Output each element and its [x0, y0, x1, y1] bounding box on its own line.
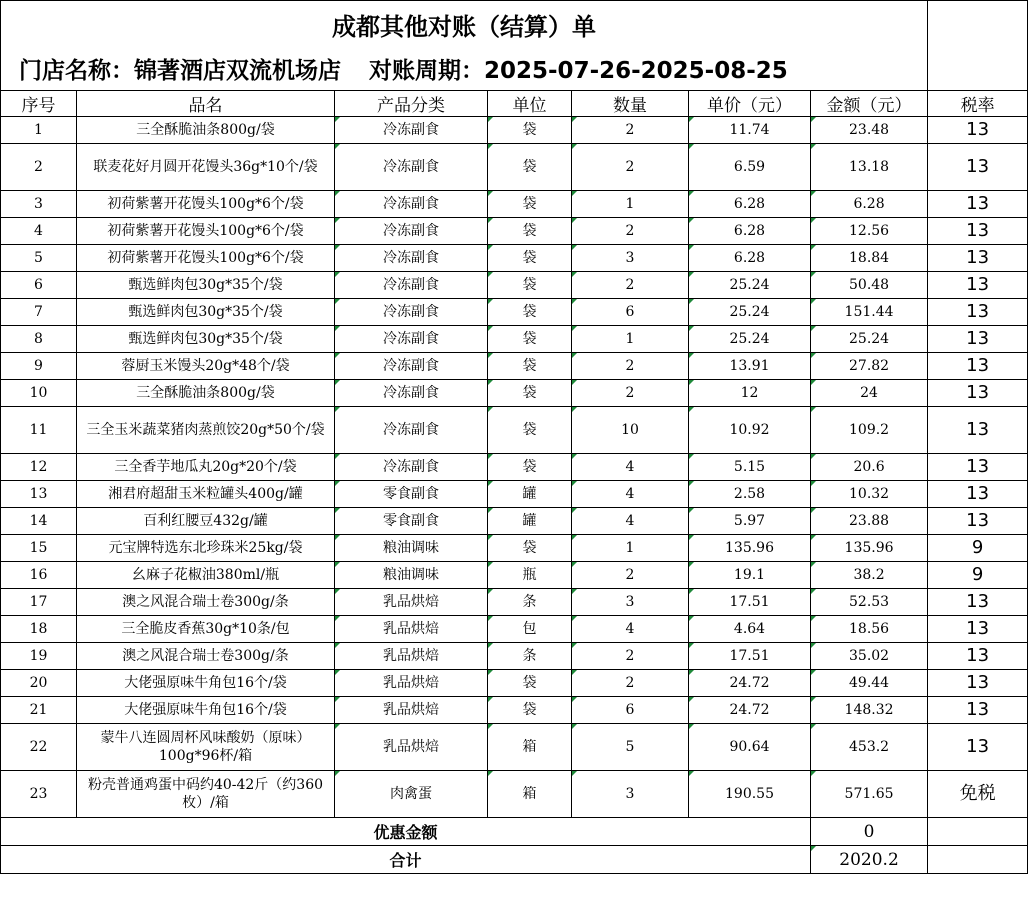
- row-name: 三全脆皮香蕉30g*10条/包: [77, 616, 335, 643]
- row-price: 6.28: [689, 218, 811, 245]
- total-value: 2020.2: [811, 846, 928, 874]
- row-no: 15: [1, 535, 77, 562]
- row-tax: 13: [928, 454, 1028, 481]
- row-price: 6.28: [689, 245, 811, 272]
- row-tax: 13: [928, 697, 1028, 724]
- row-price: 25.24: [689, 326, 811, 353]
- row-no: 7: [1, 299, 77, 326]
- document-title: 成都其他对账（结算）单: [1, 1, 928, 48]
- row-name: 甄选鲜肉包30g*35个/袋: [77, 299, 335, 326]
- table-row: [1, 481, 1028, 508]
- row-no: 21: [1, 697, 77, 724]
- row-price: 19.1: [689, 562, 811, 589]
- row-no: 11: [1, 407, 77, 454]
- row-name: 元宝牌特选东北珍珠米25kg/袋: [77, 535, 335, 562]
- row-unit: 袋: [488, 353, 572, 380]
- row-amount: 6.28: [811, 191, 928, 218]
- row-qty: 3: [572, 245, 689, 272]
- total-blank-cell: [928, 846, 1028, 874]
- row-no: 22: [1, 724, 77, 771]
- row-category: 冷冻副食: [335, 299, 488, 326]
- row-no: 19: [1, 643, 77, 670]
- row-qty: 2: [572, 643, 689, 670]
- row-category: 粮油调味: [335, 535, 488, 562]
- row-no: 13: [1, 481, 77, 508]
- table-row: [1, 407, 1028, 454]
- row-name: 三全玉米蔬菜猪肉蒸煎饺20g*50个/袋: [77, 407, 335, 454]
- row-no: 1: [1, 117, 77, 144]
- table-row: [1, 326, 1028, 353]
- row-price: 2.58: [689, 481, 811, 508]
- row-category: 冷冻副食: [335, 245, 488, 272]
- row-unit: 袋: [488, 697, 572, 724]
- row-price: 6.59: [689, 144, 811, 191]
- row-price: 135.96: [689, 535, 811, 562]
- row-name: 大佬强原味牛角包16个/袋: [77, 670, 335, 697]
- row-price: 17.51: [689, 589, 811, 616]
- row-tax: 13: [928, 643, 1028, 670]
- row-no: 20: [1, 670, 77, 697]
- row-unit: 条: [488, 643, 572, 670]
- row-category: 乳品烘焙: [335, 589, 488, 616]
- row-price: 90.64: [689, 724, 811, 771]
- header-blank-cell: [928, 1, 1028, 48]
- row-no: 18: [1, 616, 77, 643]
- column-header-row: [1, 91, 1028, 117]
- row-price: 6.28: [689, 191, 811, 218]
- row-amount: 571.65: [811, 771, 928, 818]
- row-price: 25.24: [689, 272, 811, 299]
- row-amount: 109.2: [811, 407, 928, 454]
- row-no: 9: [1, 353, 77, 380]
- row-price: 5.97: [689, 508, 811, 535]
- row-price: 12: [689, 380, 811, 407]
- discount-row: [1, 818, 1028, 846]
- col-header-price: 单价（元）: [689, 91, 811, 117]
- row-category: 冷冻副食: [335, 326, 488, 353]
- row-qty: 2: [572, 670, 689, 697]
- row-unit: 袋: [488, 326, 572, 353]
- row-price: 10.92: [689, 407, 811, 454]
- col-header-tax: 税率: [928, 91, 1028, 117]
- row-unit: 瓶: [488, 562, 572, 589]
- row-unit: 袋: [488, 670, 572, 697]
- row-unit: 条: [488, 589, 572, 616]
- row-unit: 袋: [488, 117, 572, 144]
- row-price: 24.72: [689, 697, 811, 724]
- table-row: [1, 771, 1028, 818]
- row-tax: 13: [928, 191, 1028, 218]
- row-qty: 2: [572, 144, 689, 191]
- row-category: 乳品烘焙: [335, 643, 488, 670]
- row-qty: 3: [572, 771, 689, 818]
- row-tax: 13: [928, 481, 1028, 508]
- table-row: [1, 535, 1028, 562]
- row-name: 幺麻子花椒油380ml/瓶: [77, 562, 335, 589]
- row-tax: 13: [928, 724, 1028, 771]
- table-row: [1, 670, 1028, 697]
- discount-value: 0: [811, 818, 928, 846]
- row-price: 190.55: [689, 771, 811, 818]
- total-row: [1, 846, 1028, 874]
- row-tax: 13: [928, 218, 1028, 245]
- row-tax: 9: [928, 535, 1028, 562]
- row-price: 4.64: [689, 616, 811, 643]
- table-row: [1, 724, 1028, 771]
- table-row: [1, 562, 1028, 589]
- row-name: 湘君府超甜玉米粒罐头400g/罐: [77, 481, 335, 508]
- row-category: 乳品烘焙: [335, 697, 488, 724]
- row-unit: 箱: [488, 771, 572, 818]
- row-name: 三全香芋地瓜丸20g*20个/袋: [77, 454, 335, 481]
- row-name: 澳之风混合瑞士卷300g/条: [77, 589, 335, 616]
- row-category: 冷冻副食: [335, 117, 488, 144]
- row-category: 乳品烘焙: [335, 724, 488, 771]
- table-row: [1, 697, 1028, 724]
- row-category: 冷冻副食: [335, 144, 488, 191]
- row-name: 蒙牛八连圆周杯风味酸奶（原味）100g*96杯/箱: [77, 724, 335, 771]
- row-name: 联麦花好月圆开花馒头36g*10个/袋: [77, 144, 335, 191]
- table-row: [1, 117, 1028, 144]
- row-qty: 1: [572, 191, 689, 218]
- row-amount: 453.2: [811, 724, 928, 771]
- col-header-unit: 单位: [488, 91, 572, 117]
- row-amount: 18.56: [811, 616, 928, 643]
- row-category: 乳品烘焙: [335, 616, 488, 643]
- table-row: [1, 508, 1028, 535]
- row-tax: 9: [928, 562, 1028, 589]
- row-category: 零食副食: [335, 508, 488, 535]
- row-tax: 13: [928, 326, 1028, 353]
- row-tax: 13: [928, 508, 1028, 535]
- row-unit: 罐: [488, 508, 572, 535]
- row-category: 粮油调味: [335, 562, 488, 589]
- row-price: 13.91: [689, 353, 811, 380]
- row-tax: 13: [928, 299, 1028, 326]
- row-no: 3: [1, 191, 77, 218]
- row-tax: 13: [928, 144, 1028, 191]
- row-amount: 35.02: [811, 643, 928, 670]
- row-category: 冷冻副食: [335, 218, 488, 245]
- col-header-category: 产品分类: [335, 91, 488, 117]
- row-qty: 4: [572, 481, 689, 508]
- row-name: 三全酥脆油条800g/袋: [77, 117, 335, 144]
- row-amount: 27.82: [811, 353, 928, 380]
- col-header-name: 品名: [77, 91, 335, 117]
- row-amount: 24: [811, 380, 928, 407]
- table-row: [1, 245, 1028, 272]
- store-period-line: [1, 47, 928, 91]
- row-tax: 13: [928, 353, 1028, 380]
- table-row: [1, 454, 1028, 481]
- table-row: [1, 643, 1028, 670]
- table-row: [1, 299, 1028, 326]
- row-no: 10: [1, 380, 77, 407]
- row-amount: 49.44: [811, 670, 928, 697]
- row-qty: 3: [572, 589, 689, 616]
- row-amount: 151.44: [811, 299, 928, 326]
- col-header-amount: 金额（元）: [811, 91, 928, 117]
- row-name: 澳之风混合瑞士卷300g/条: [77, 643, 335, 670]
- row-name: 三全酥脆油条800g/袋: [77, 380, 335, 407]
- row-category: 冷冻副食: [335, 407, 488, 454]
- row-unit: 袋: [488, 218, 572, 245]
- row-qty: 2: [572, 272, 689, 299]
- row-amount: 20.6: [811, 454, 928, 481]
- row-unit: 袋: [488, 245, 572, 272]
- row-qty: 4: [572, 454, 689, 481]
- row-qty: 2: [572, 218, 689, 245]
- row-no: 5: [1, 245, 77, 272]
- row-amount: 23.48: [811, 117, 928, 144]
- table-row: [1, 589, 1028, 616]
- row-unit: 罐: [488, 481, 572, 508]
- row-name: 百利红腰豆432g/罐: [77, 508, 335, 535]
- row-tax: 13: [928, 380, 1028, 407]
- row-unit: 箱: [488, 724, 572, 771]
- row-tax: 13: [928, 407, 1028, 454]
- row-unit: 袋: [488, 191, 572, 218]
- row-category: 冷冻副食: [335, 380, 488, 407]
- table-row: [1, 218, 1028, 245]
- row-category: 冷冻副食: [335, 191, 488, 218]
- row-no: 2: [1, 144, 77, 191]
- row-price: 17.51: [689, 643, 811, 670]
- col-header-qty: 数量: [572, 91, 689, 117]
- row-no: 23: [1, 771, 77, 818]
- row-category: 冷冻副食: [335, 454, 488, 481]
- row-tax: 13: [928, 272, 1028, 299]
- row-unit: 包: [488, 616, 572, 643]
- row-name: 蓉厨玉米馒头20g*48个/袋: [77, 353, 335, 380]
- row-name: 甄选鲜肉包30g*35个/袋: [77, 272, 335, 299]
- total-label: 合计: [1, 846, 811, 874]
- row-qty: 2: [572, 380, 689, 407]
- row-amount: 13.18: [811, 144, 928, 191]
- row-tax: 免税: [928, 771, 1028, 818]
- row-category: 冷冻副食: [335, 353, 488, 380]
- row-category: 零食副食: [335, 481, 488, 508]
- row-no: 6: [1, 272, 77, 299]
- row-no: 16: [1, 562, 77, 589]
- table-row: [1, 272, 1028, 299]
- col-header-no: 序号: [1, 91, 77, 117]
- row-tax: 13: [928, 670, 1028, 697]
- row-amount: 23.88: [811, 508, 928, 535]
- store-name: 门店名称：锦著酒店双流机场店: [19, 58, 341, 84]
- row-category: 乳品烘焙: [335, 670, 488, 697]
- table-row: [1, 616, 1028, 643]
- row-no: 14: [1, 508, 77, 535]
- row-unit: 袋: [488, 535, 572, 562]
- row-tax: 13: [928, 245, 1028, 272]
- row-category: 肉禽蛋: [335, 771, 488, 818]
- row-no: 12: [1, 454, 77, 481]
- row-qty: 4: [572, 508, 689, 535]
- row-unit: 袋: [488, 272, 572, 299]
- row-no: 4: [1, 218, 77, 245]
- row-name: 初荷紫薯开花馒头100g*6个/袋: [77, 245, 335, 272]
- row-qty: 10: [572, 407, 689, 454]
- row-name: 大佬强原味牛角包16个/袋: [77, 697, 335, 724]
- row-qty: 2: [572, 353, 689, 380]
- row-name: 粉壳普通鸡蛋中码约40-42斤（约360枚）/箱: [77, 771, 335, 818]
- row-qty: 2: [572, 117, 689, 144]
- row-amount: 52.53: [811, 589, 928, 616]
- row-qty: 6: [572, 299, 689, 326]
- table-row: [1, 144, 1028, 191]
- row-qty: 1: [572, 326, 689, 353]
- row-name: 甄选鲜肉包30g*35个/袋: [77, 326, 335, 353]
- row-amount: 135.96: [811, 535, 928, 562]
- row-unit: 袋: [488, 407, 572, 454]
- row-price: 5.15: [689, 454, 811, 481]
- row-tax: 13: [928, 589, 1028, 616]
- header-blank-cell: [928, 47, 1028, 91]
- row-amount: 38.2: [811, 562, 928, 589]
- row-name: 初荷紫薯开花馒头100g*6个/袋: [77, 218, 335, 245]
- row-amount: 10.32: [811, 481, 928, 508]
- row-tax: 13: [928, 616, 1028, 643]
- row-price: 25.24: [689, 299, 811, 326]
- row-qty: 4: [572, 616, 689, 643]
- period-range: 对账周期：2025-07-26-2025-08-25: [369, 58, 788, 84]
- discount-blank-cell: [928, 818, 1028, 846]
- row-unit: 袋: [488, 299, 572, 326]
- row-name: 初荷紫薯开花馒头100g*6个/袋: [77, 191, 335, 218]
- table-row: [1, 380, 1028, 407]
- row-price: 24.72: [689, 670, 811, 697]
- row-amount: 12.56: [811, 218, 928, 245]
- row-unit: 袋: [488, 380, 572, 407]
- table-row: [1, 353, 1028, 380]
- row-no: 17: [1, 589, 77, 616]
- row-qty: 2: [572, 562, 689, 589]
- row-amount: 50.48: [811, 272, 928, 299]
- row-tax: 13: [928, 117, 1028, 144]
- row-qty: 6: [572, 697, 689, 724]
- discount-label: 优惠金额: [1, 818, 811, 846]
- row-amount: 25.24: [811, 326, 928, 353]
- row-amount: 148.32: [811, 697, 928, 724]
- row-qty: 5: [572, 724, 689, 771]
- row-amount: 18.84: [811, 245, 928, 272]
- row-unit: 袋: [488, 144, 572, 191]
- row-price: 11.74: [689, 117, 811, 144]
- table-row: [1, 191, 1028, 218]
- row-qty: 1: [572, 535, 689, 562]
- row-no: 8: [1, 326, 77, 353]
- row-category: 冷冻副食: [335, 272, 488, 299]
- row-unit: 袋: [488, 454, 572, 481]
